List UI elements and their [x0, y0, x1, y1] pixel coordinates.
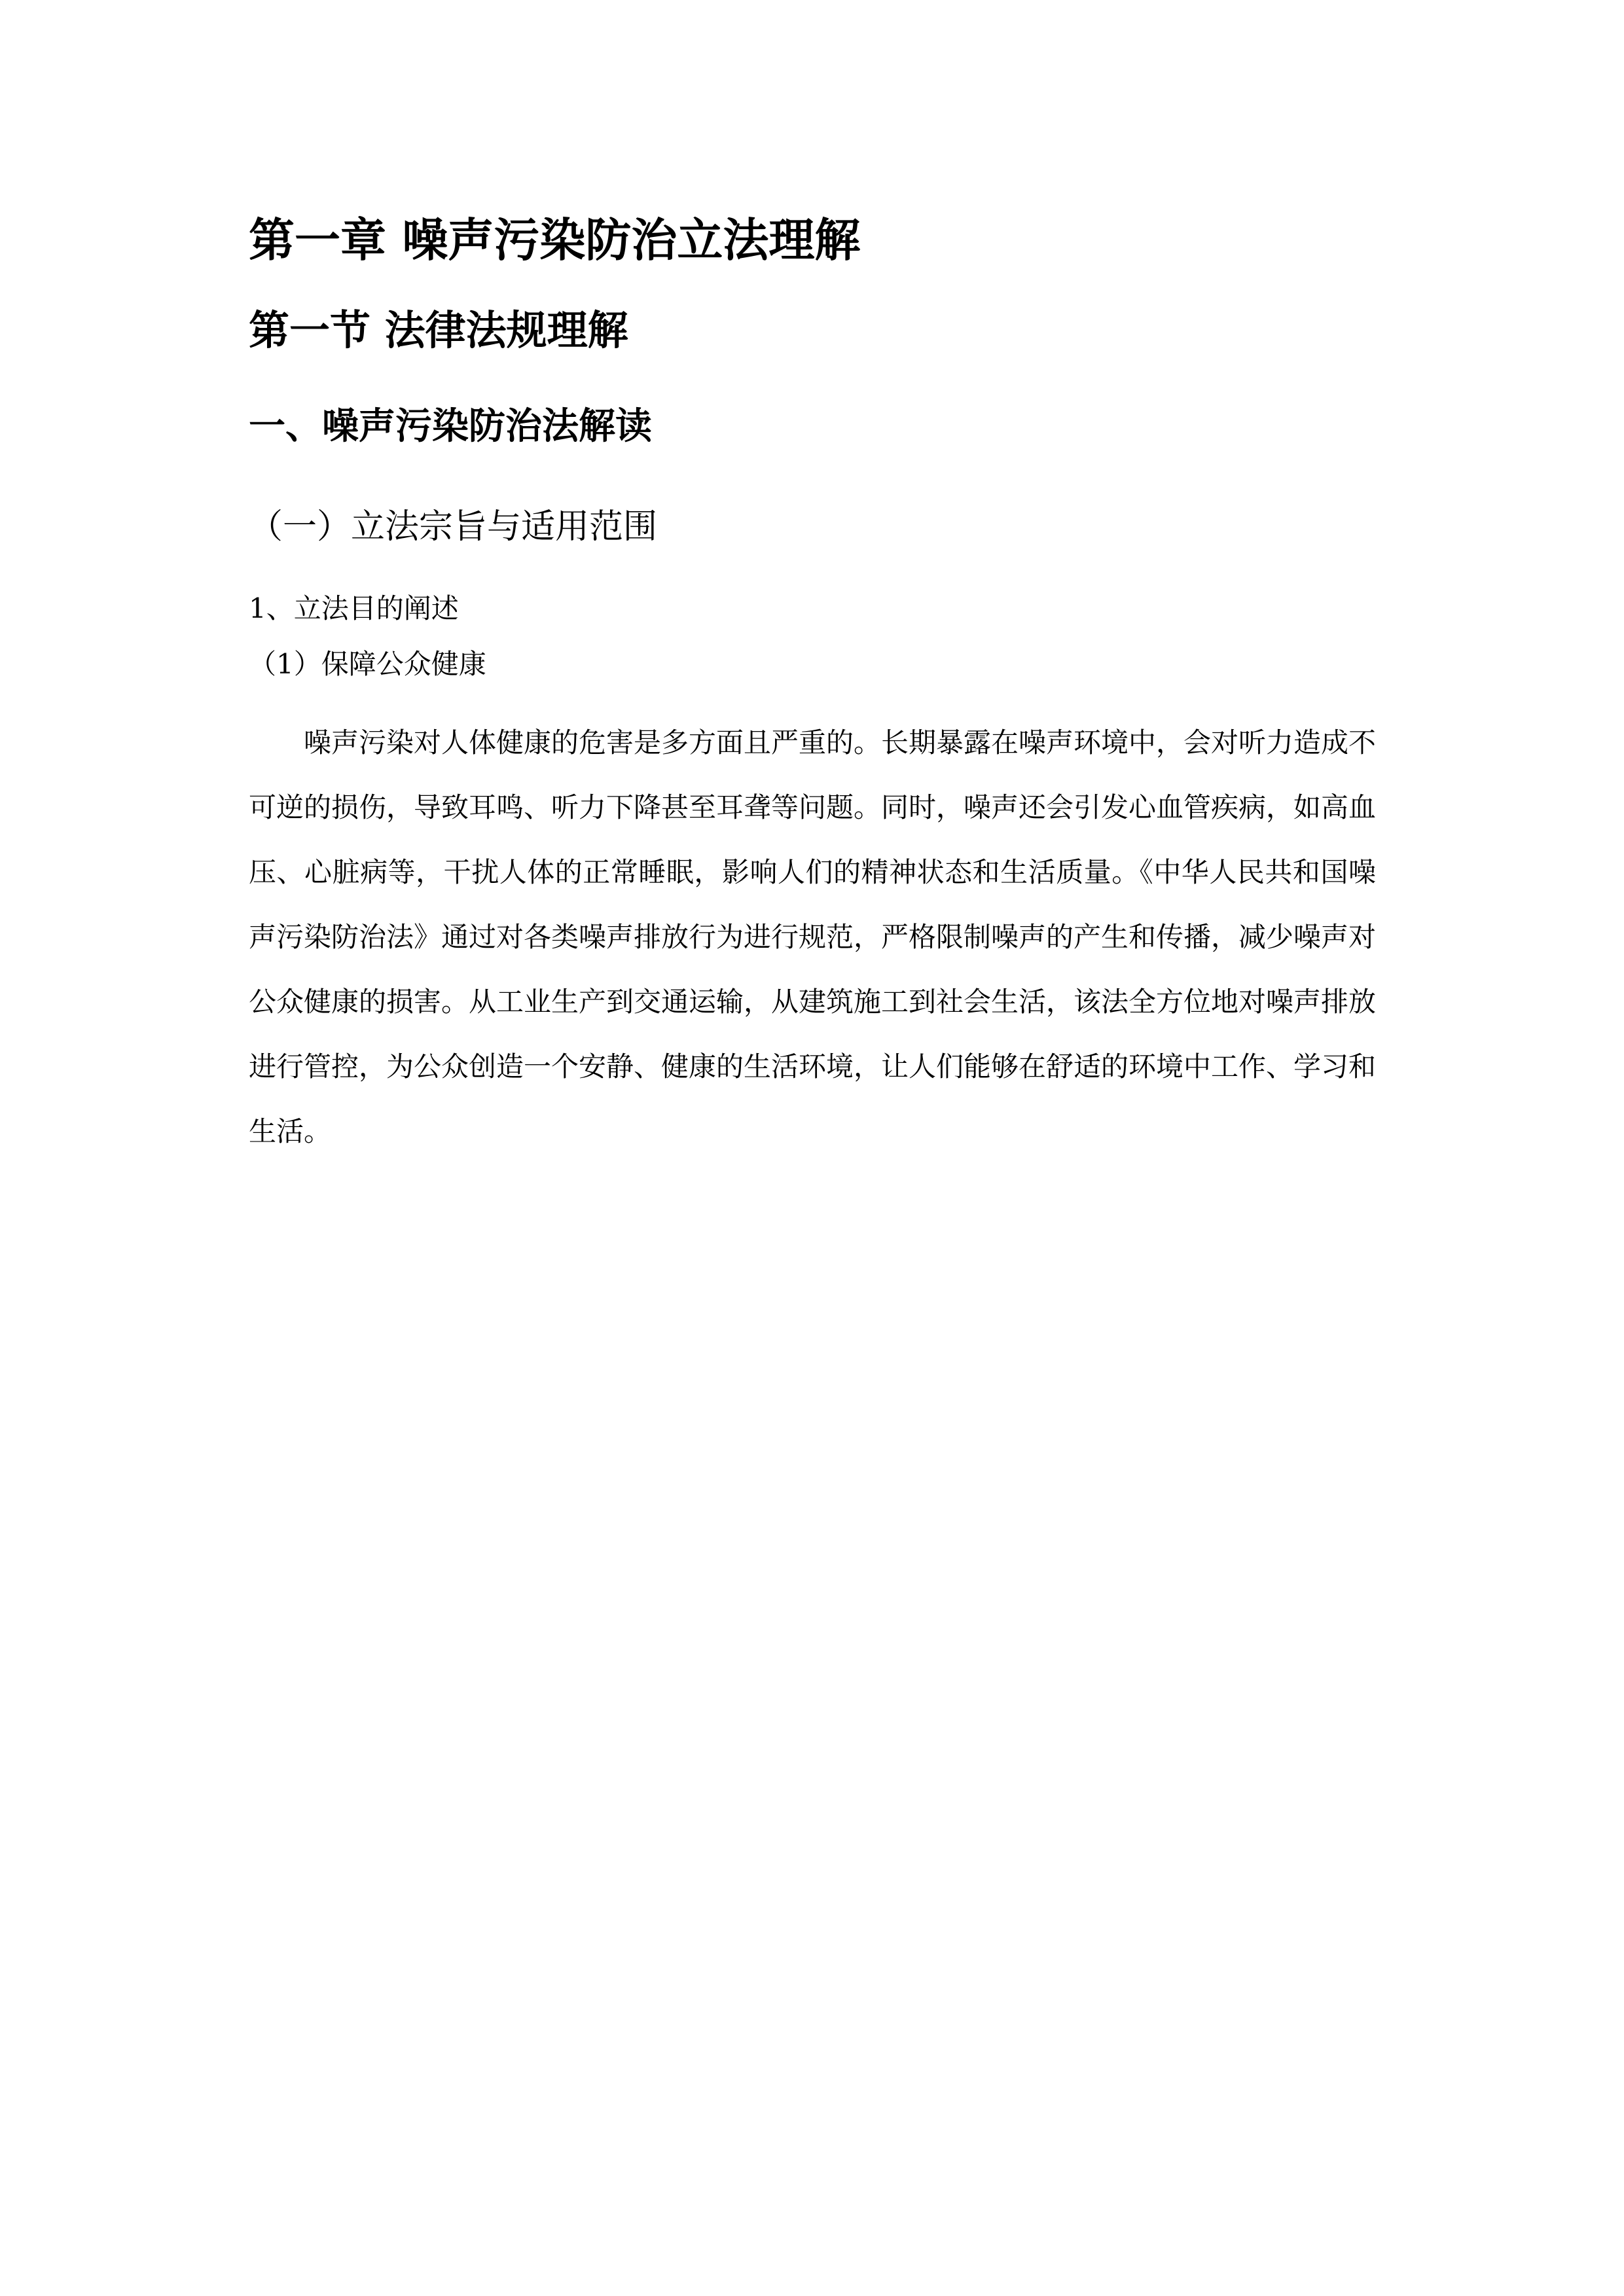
- body-paragraph: 噪声污染对人体健康的危害是多方面且严重的。长期暴露在噪声环境中，会对听力造成不可逆的损伤，导致耳鸣、听力下降甚至耳聋等问题。同时，噪声还会引发心血管疾病，如高血压、心脏病等，干扰人体的正常睡眠，影响人们的精神状态和生活质量。《中华人民共和国噪声污染防治法》通过对各类噪声排放行为进行规范，严格限制噪声的产生和传播，减少噪声对公众健康的损害。从工业生产到交通运输，从建筑施工到社会生活，该法全方位地对噪声排放进行管控，为公众创造一个安静、健康的生活环境，让人们能够在舒适的环境中工作、学习和生活。: [249, 726, 1377, 1147]
- sub-subsection-title: （一）立法宗旨与适用范围: [249, 507, 658, 547]
- sub-item-title: （1）保障公众健康: [249, 648, 486, 680]
- section-title: 第一节 法律法规理解: [249, 306, 628, 354]
- item-title: 1、立法目的阐述: [249, 592, 459, 624]
- chapter-title: 第一章 噪声污染防治立法理解: [249, 213, 861, 267]
- subsection-title: 一、噪声污染防治法解读: [249, 405, 652, 448]
